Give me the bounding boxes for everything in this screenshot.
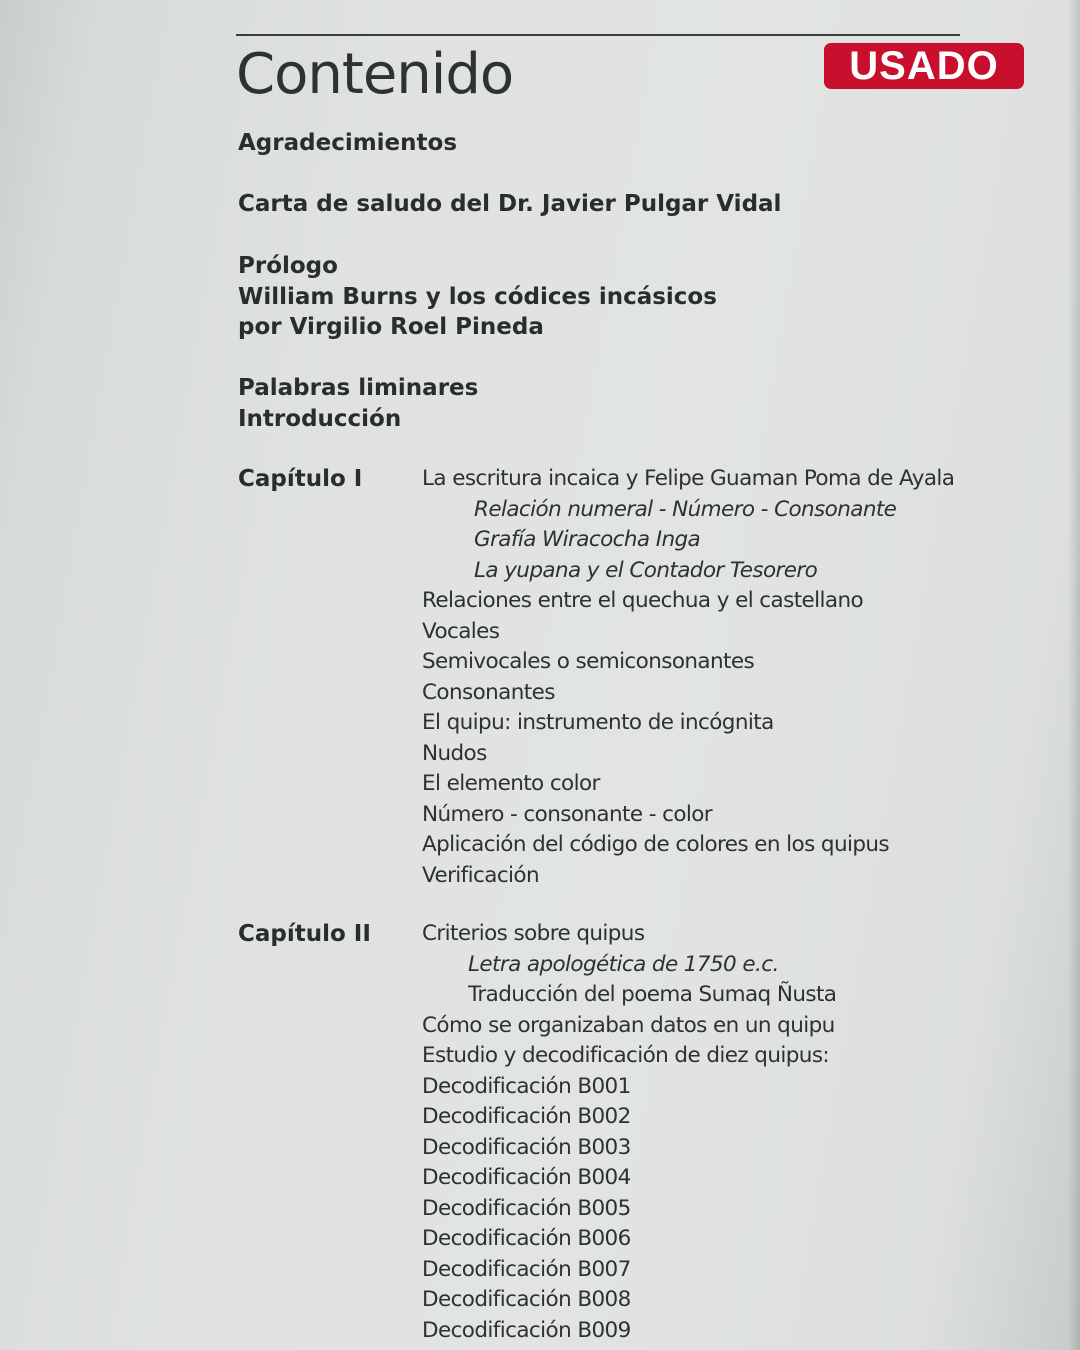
toc-entry: Decodificación B001 bbox=[422, 1073, 631, 1099]
toc-entry: Nudos bbox=[422, 740, 487, 766]
toc-entry: El elemento color bbox=[422, 771, 600, 796]
toc-entry: Decodificación B002 bbox=[422, 1104, 631, 1129]
toc-entry: Decodificación B003 bbox=[422, 1134, 631, 1160]
used-badge: USADO bbox=[824, 43, 1024, 89]
toc-prologo bbox=[238, 251, 717, 343]
toc-entry: Decodificación B006 bbox=[422, 1226, 631, 1251]
toc-entry: Decodificación B004 bbox=[422, 1165, 631, 1190]
toc-entry: William Burns y los códices incásicos bbox=[238, 283, 717, 310]
toc-entry: Cómo se organizaban datos en un quipu bbox=[422, 1012, 835, 1038]
toc-agradecimientos bbox=[238, 128, 457, 159]
toc-entry: Decodificación B008 bbox=[422, 1287, 631, 1312]
toc-entry: Verificación bbox=[422, 862, 539, 888]
toc-subentry: Traducción del poema Sumaq Ñusta bbox=[468, 982, 837, 1007]
toc-entry: Consonantes bbox=[422, 679, 555, 705]
toc-entry: La escritura incaica y Felipe Guaman Poma de Ayala bbox=[422, 466, 955, 491]
toc-entry: Relaciones entre el quechua y el castellano bbox=[422, 588, 864, 613]
toc-entry: Prólogo bbox=[238, 253, 338, 279]
toc-entry: Criterios sobre quipus bbox=[422, 921, 645, 946]
toc-entry: Estudio y decodificación de diez quipus: bbox=[422, 1043, 830, 1068]
toc-entry: Carta de saludo del Dr. Javier Pulgar Vidal bbox=[238, 191, 782, 217]
chapter-entries bbox=[422, 919, 836, 1346]
toc-subentry: Relación numeral - Número - Consonante bbox=[474, 496, 897, 522]
page-edge-shadow bbox=[1068, 0, 1080, 1350]
page-title: Contenido bbox=[236, 42, 514, 107]
toc-carta bbox=[238, 189, 781, 220]
toc-entry: Introducción bbox=[238, 405, 402, 432]
chapter-entries bbox=[422, 464, 954, 891]
chapter-label: Capítulo II bbox=[238, 921, 371, 947]
toc-entry: Palabras liminares bbox=[238, 375, 479, 401]
toc-subentry: Letra apologética de 1750 e.c. bbox=[468, 951, 779, 977]
toc-entry: Decodificación B007 bbox=[422, 1256, 631, 1282]
chapter-label: Capítulo I bbox=[238, 466, 363, 492]
toc-subentry: Grafía Wiracocha Inga bbox=[474, 527, 701, 552]
toc-entry: Agradecimientos bbox=[238, 130, 458, 156]
toc-entry: Número - consonante - color bbox=[422, 801, 713, 827]
toc-subentry: La yupana y el Contador Tesorero bbox=[474, 557, 818, 583]
toc-entry: El quipu: instrumento de incógnita bbox=[422, 710, 774, 735]
toc-liminares bbox=[238, 373, 478, 434]
toc-entry: Semivocales o semiconsonantes bbox=[422, 649, 755, 674]
toc-entry: Decodificación B009 bbox=[422, 1317, 631, 1343]
toc-entry: Vocales bbox=[422, 618, 500, 644]
toc-entry: Aplicación del código de colores en los quipus bbox=[422, 832, 890, 857]
top-rule bbox=[236, 34, 960, 36]
toc-entry: por Virgilio Roel Pineda bbox=[238, 314, 544, 340]
toc-entry: Decodificación B005 bbox=[422, 1195, 631, 1221]
